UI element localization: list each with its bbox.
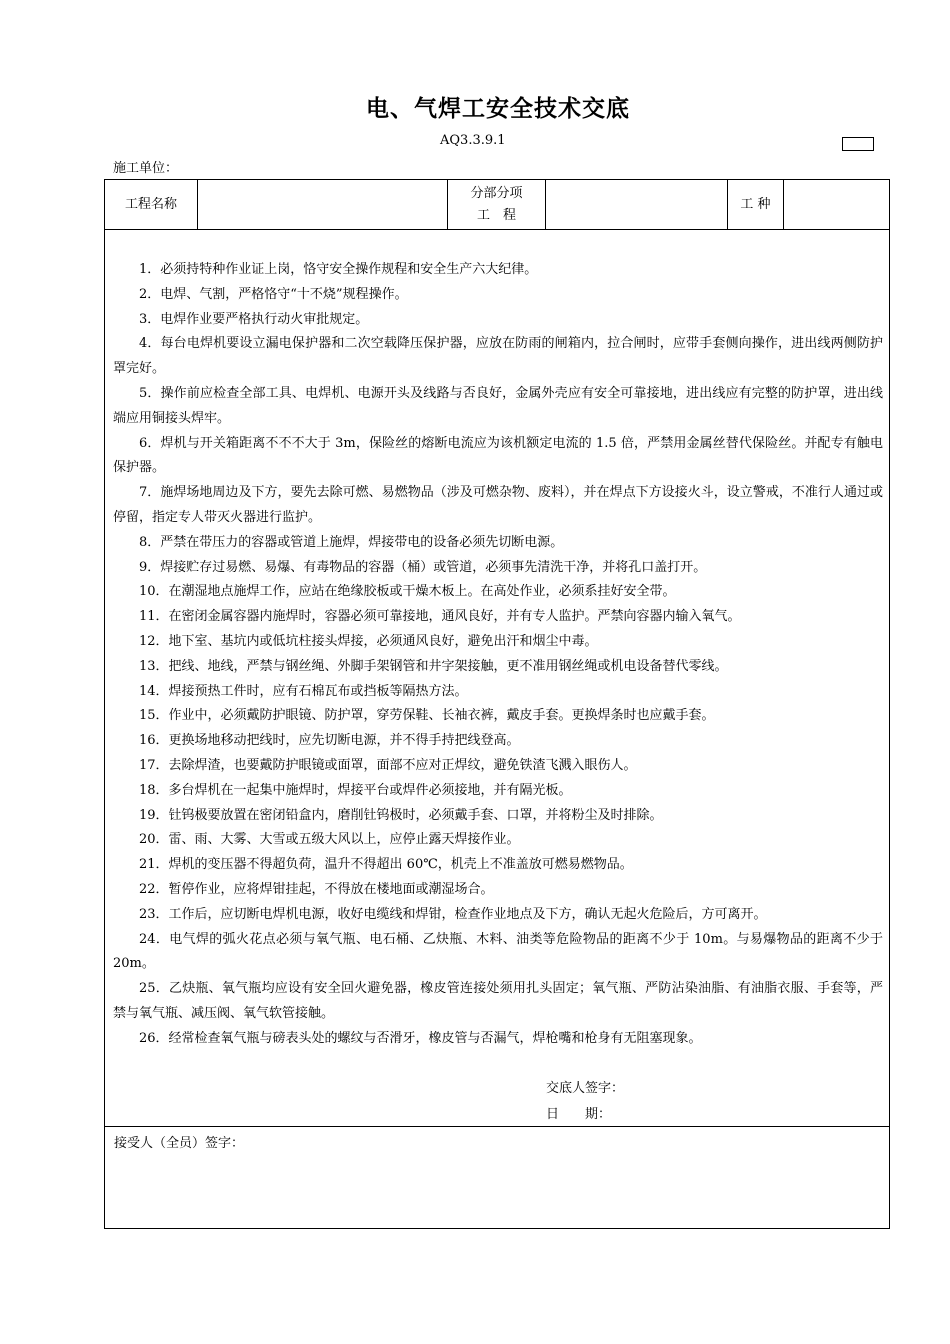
safety-item: 5．操作前应检查全部工具、电焊机、电源开头及线路与否良好，金属外壳应有安全可靠接地，进出线应有完整的防护罩，进出线端应用铜接头焊牢。 <box>113 385 883 426</box>
document-title: 电、气焊工安全技术交底 <box>366 96 630 122</box>
safety-item: 21．焊机的变压器不得超负荷，温升不得超出 60℃，机壳上不准盖放可燃易燃物品。 <box>139 857 633 873</box>
sub-project-field[interactable] <box>546 180 728 229</box>
safety-item: 11．在密闭金属容器内施焊时，容器必须可靠接地，通风良好，并有专人监护。严禁向容器内输入氧气。 <box>139 609 741 625</box>
safety-item: 16．更换场地移动把线时，应先切断电源，并不得手持把线登高。 <box>139 733 520 749</box>
safety-item: 4．每台电焊机要设立漏电保护器和二次空载降压保护器，应放在防雨的闸箱内，拉合闸时，应带手套侧向操作，进出线两侧防护罩完好。 <box>113 336 883 377</box>
sub-project-label-line-2: 工 程 <box>476 207 516 223</box>
safety-item: 9．焊接贮存过易燃、易爆、有毒物品的容器（桶）或管道，必须事先清洗干净，并将孔口盖打开。 <box>139 559 707 575</box>
safety-item: 26．经常检查氧气瓶与磅表头处的螺纹与否滑牙，橡皮管与否漏气，焊枪嘴和枪身有无阻塞现象。 <box>139 1030 702 1046</box>
safety-item: 7．施焊场地周边及下方，要先去除可燃、易燃物品（涉及可燃杂物、废料），并在焊点下方设接火斗，设立警戒，不准行人通过或停留，指定专人带灭火器进行监护。 <box>113 485 883 525</box>
safety-item: 2．电焊、气割，严格恪守“十不烧”规程操作。 <box>139 286 408 302</box>
sub-project-label <box>448 180 546 229</box>
safety-item: 17．去除焊渣，也要戴防护眼镜或面罩，面部不应对正焊纹，避免铁渣飞溅入眼伤人。 <box>139 757 637 773</box>
safety-items-list <box>113 258 883 1052</box>
safety-item: 12．地下室、基坑内或低坑柱接头焊接，必须通风良好，避免出汗和烟尘中毒。 <box>139 633 598 649</box>
date-label: 日 期： <box>546 1107 612 1122</box>
safety-item: 14．焊接预热工件时，应有石棉瓦布或挡板等隔热方法。 <box>139 683 468 699</box>
safety-item: 15．作业中，必须戴防护眼镜、防护罩，穿劳保鞋、长袖衣裤，戴皮手套。更换焊条时也应戴手套。 <box>139 708 715 724</box>
safety-item: 25．乙炔瓶、氧气瓶均应设有安全回火避免器，橡皮管连接处须用扎头固定；氧气瓶、严防沾染油脂、有油脂衣服、手套等，严禁与氧气瓶、减压阀、氧气软管接触。 <box>113 981 883 1021</box>
signature-block <box>546 1076 624 1128</box>
safety-item: 20．雷、雨、大雾、大雪或五级大风以上，应停止露天焊接作业。 <box>139 832 520 848</box>
trade-field[interactable] <box>784 180 889 229</box>
project-name-field[interactable] <box>198 180 448 229</box>
document-code: AQ3.3.9.1 <box>440 133 506 148</box>
disclosure-form <box>104 179 890 1229</box>
safety-item: 6．焊机与开关箱距离不不不大于 3m，保险丝的熔断电流应为该机额定电流的 1.5 倍，严禁用金属丝替代保险丝。并配专有触电保护器。 <box>113 435 883 476</box>
safety-item: 19．钍钨极要放置在密闭铅盒内，磨削钍钨极时，必须戴手套、口罩，并将粉尘及时排除。 <box>139 807 663 823</box>
receiver-signature-label: 接受人（全员）签字： <box>114 1136 245 1151</box>
sub-project-label-line-1: 分部分项 <box>470 185 523 201</box>
trade-label: 工 种 <box>728 180 784 229</box>
safety-item: 8．严禁在带压力的容器或管道上施焊，焊接带电的设备必须先切断电源。 <box>139 534 564 550</box>
safety-item: 10．在潮湿地点施焊工作，应站在绝缘胶板或干燥木板上。在高处作业，必须系挂好安全带。 <box>139 584 676 600</box>
header-row <box>105 180 889 230</box>
safety-item: 23．工作后，应切断电焊机电源，收好电缆线和焊钳，检查作业地点及下方，确认无起火危险后，方可离开。 <box>139 906 767 922</box>
disclosure-content <box>105 230 889 1127</box>
safety-item: 3．电焊作业要严格执行动火审批规定。 <box>139 311 369 327</box>
construction-unit-label: 施工单位： <box>113 161 179 176</box>
safety-item: 18．多台焊机在一起集中施焊时，焊接平台或焊件必须接地，并有隔光板。 <box>139 782 572 798</box>
project-name-label: 工程名称 <box>105 180 198 229</box>
safety-item: 24．电气焊的弧火花点必须与氧气瓶、电石桶、乙炔瓶、木料、油类等危险物品的距离不少于 10m。与易爆物品的距离不少于 20m。 <box>113 931 883 972</box>
safety-item: 13．把线、地线，严禁与钢丝绳、外脚手架钢管和井字架接触，更不准用钢丝绳或机电设备替代零线。 <box>139 658 728 674</box>
code-box <box>842 137 874 151</box>
safety-item: 22．暂停作业，应将焊钳挂起，不得放在楼地面或潮湿场合。 <box>139 881 494 897</box>
discloser-signature-label: 交底人签字： <box>546 1081 625 1096</box>
safety-item: 1．必须持特种作业证上岗，恪守安全操作规程和安全生产六大纪律。 <box>139 262 538 277</box>
